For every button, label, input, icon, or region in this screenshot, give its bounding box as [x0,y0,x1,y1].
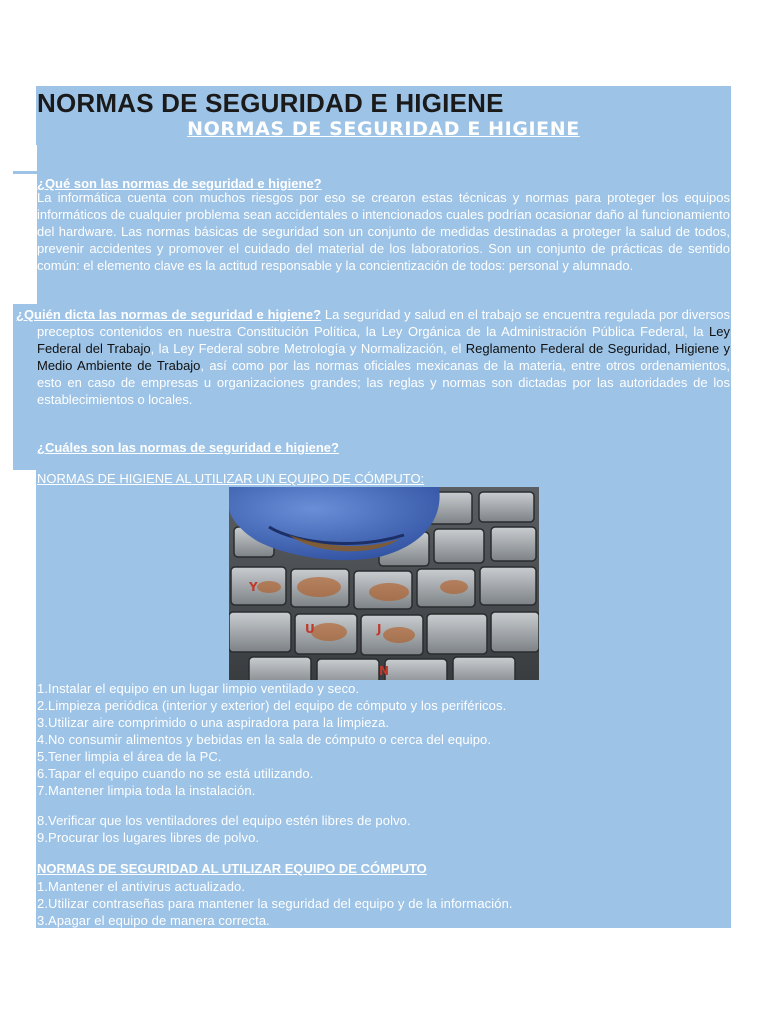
keyboard-spill-image [229,487,539,680]
side-gap-2 [13,174,37,304]
paragraph-what: La informática cuenta con muchos riesgos por eso se crearon estas técnicas y normas para proteger los equipos informáticos de cualquier problema sean accidentales o intencionados cuales podrían ocasionar daño al funcionamiento del hardware. Las normas básicas de seguridad son un conjunto de medidas destinadas a proteger la salud de todos, prevenir accidentes y promover el cuidado del material de los laboratorios. Son un conjunto de prácticas de sentido común: el elemento clave es la actitud responsable y la concientización de todos: personal y alumnado. [37,190,730,273]
list-item: 2.Limpieza periódica (interior y exterior) del equipo de cómputo y los periféricos. [37,698,507,713]
list-item: 9.Procurar los lugares libres de polvo. [37,830,260,845]
paragraph-who-text-b: , la Ley Federal sobre Metrología y Normalización, el [150,341,466,356]
list-item: 7.Mantener limpia toda la instalación. [37,783,256,798]
hygiene-heading: NORMAS DE HIGIENE AL UTILIZAR UN EQUIPO DE CÓMPUTO: [37,471,425,486]
list-item: 3.Apagar el equipo de manera correcta. [37,913,270,928]
list-item: 5.Tener limpia el área de la PC. [37,749,222,764]
side-gap-1 [13,145,37,171]
question-who: ¿Quién dicta las normas de seguridad e higiene? [16,307,322,322]
list-item: 1.Mantener el antivirus actualizado. [37,879,246,894]
list-item: 2.Utilizar contraseñas para mantener la seguridad del equipo y de la información. [37,896,513,911]
page-subtitle: NORMAS DE SEGURIDAD E HIGIENE [187,118,580,140]
list-item: 6.Tapar el equipo cuando no se está utilizando. [37,766,314,781]
page-title: NORMAS DE SEGURIDAD E HIGIENE [37,88,504,118]
hygiene-list [37,680,727,799]
law-reglamento: Reglamento Federal de Seguridad, Higiene y Medio Ambiente de Trabajo [37,341,730,373]
list-item: 1.Instalar el equipo en un lugar limpio ventilado y seco. [37,681,360,696]
svg-text:N: N [379,664,390,678]
hygiene-list-extra [37,812,727,846]
paragraph-who [16,306,730,408]
security-list [37,878,727,929]
list-item: 4.No consumir alimentos y bebidas en la sala de cómputo o cerca del equipo. [37,732,492,747]
list-item: 3.Utilizar aire comprimido o una aspiradora para la limpieza. [37,715,390,730]
law-federal-trabajo: Ley Federal del Trabajo [37,324,730,356]
security-heading: NORMAS DE SEGURIDAD AL UTILIZAR EQUIPO DE CÓMPUTO [37,861,427,876]
svg-text:Y: Y [249,580,258,594]
svg-text:U: U [305,622,315,636]
question-what: ¿Qué son las normas de seguridad e higiene? [37,176,322,191]
list-item: 8.Verificar que los ventiladores del equipo estén libres de polvo. [37,813,411,828]
question-which: ¿Cuáles son las normas de seguridad e higiene? [37,440,339,455]
paragraph-who-text-c: , así como por las normas oficiales mexicanas de la materia, entre otros ordenamientos, esto en caso de empresas u organizaciones grandes; las reglas y normas son dictadas por las autoridades de los establecimientos o locales. [37,358,730,407]
svg-text:J: J [377,622,382,636]
paragraph-who-text-a: La seguridad y salud en el trabajo se encuentra regulada por diversos preceptos contenidos en nuestra Constitución Política, la Ley Orgánica de la Administración Pública Federal, la [37,307,730,339]
